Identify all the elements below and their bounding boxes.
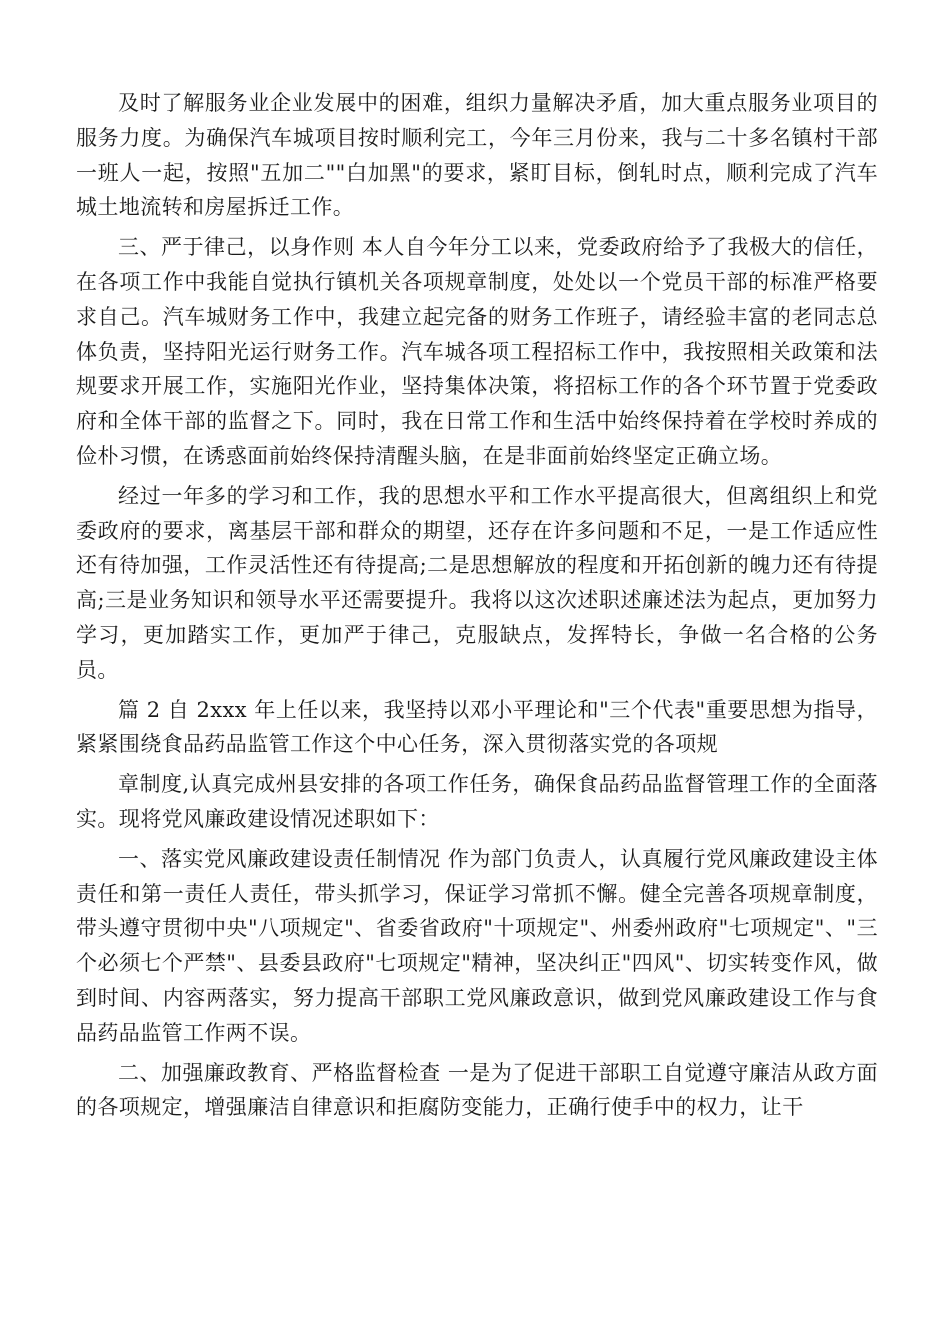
paragraph-4: 篇 2 自 2xxx 年上任以来，我坚持以邓小平理论和"三个代表"重要思想为指导，紧紧围绕食品药品监管工作这个中心任务，深入贯彻落实党的各项规	[76, 697, 878, 757]
paragraph-5: 章制度,认真完成州县安排的各项工作任务，确保食品药品监督管理工作的全面落实。现将党风廉政建设情况述职如下：	[76, 772, 878, 831]
paragraph-3: 经过一年多的学习和工作，我的思想水平和工作水平提高很大，但离组织上和党委政府的要求，离基层干部和群众的期望，还存在许多问题和不足，一是工作适应性还有待加强，工作灵活性还有待提高;二是思想解放的程度和开拓创新的魄力还有待提高;三是业务知识和领导水平还需要提升。我将以这次述职述廉述法为起点，更加努力学习，更加踏实工作，更加严于律己，克服缺点，发挥特长，争做一名合格的公务员。	[76, 483, 878, 682]
paragraph-2: 三、严于律己，以身作则 本人自今年分工以来，党委政府给予了我极大的信任，在各项工作中我能自觉执行镇机关各项规章制度，处处以一个党员干部的标准严格要求自己。汽车城财务工作中，我建立起完备的财务工作班子，请经验丰富的老同志总体负责，坚持阳光运行财务工作。汽车城各项工程招标工作中，我按照相关政策和法规要求开展工作，实施阳光作业，坚持集体决策，将招标工作的各个环节置于党委政府和全体干部的监督之下。同时，我在日常工作和生活中始终保持着在学校时养成的俭朴习惯，在诱惑面前始终保持清醒头脑，在是非面前始终坚定正确立场。	[76, 235, 878, 468]
paragraph-1: 及时了解服务业企业发展中的困难，组织力量解决矛盾，加大重点服务业项目的服务力度。为确保汽车城项目按时顺利完工，今年三月份来，我与二十多名镇村干部一班人一起，按照"五加二""白加黑"的要求，紧盯目标，倒轧时点，顺利完成了汽车城土地流转和房屋拆迁工作。	[76, 91, 878, 220]
document-body	[76, 86, 878, 1125]
paragraph-7: 二、加强廉政教育、严格监督检查 一是为了促进干部职工自觉遵守廉洁从政方面的各项规定，增强廉洁自律意识和拒腐防变能力，正确行使手中的权力，让干	[76, 1060, 878, 1120]
paragraph-6: 一、落实党风廉政建设责任制情况 作为部门负责人，认真履行党风廉政建设主体责任和第一责任人责任，带头抓学习，保证学习常抓不懈。健全完善各项规章制度，带头遵守贯彻中央"八项规定"、省委省政府"十项规定"、州委州政府"七项规定"、"三个必须七个严禁"、县委县政府"七项规定"精神，坚决纠正"四风"、切实转变作风，做到时间、内容两落实，努力提高干部职工党风廉政意识，做到党风廉政建设工作与食品药品监管工作两不误。	[76, 846, 878, 1045]
